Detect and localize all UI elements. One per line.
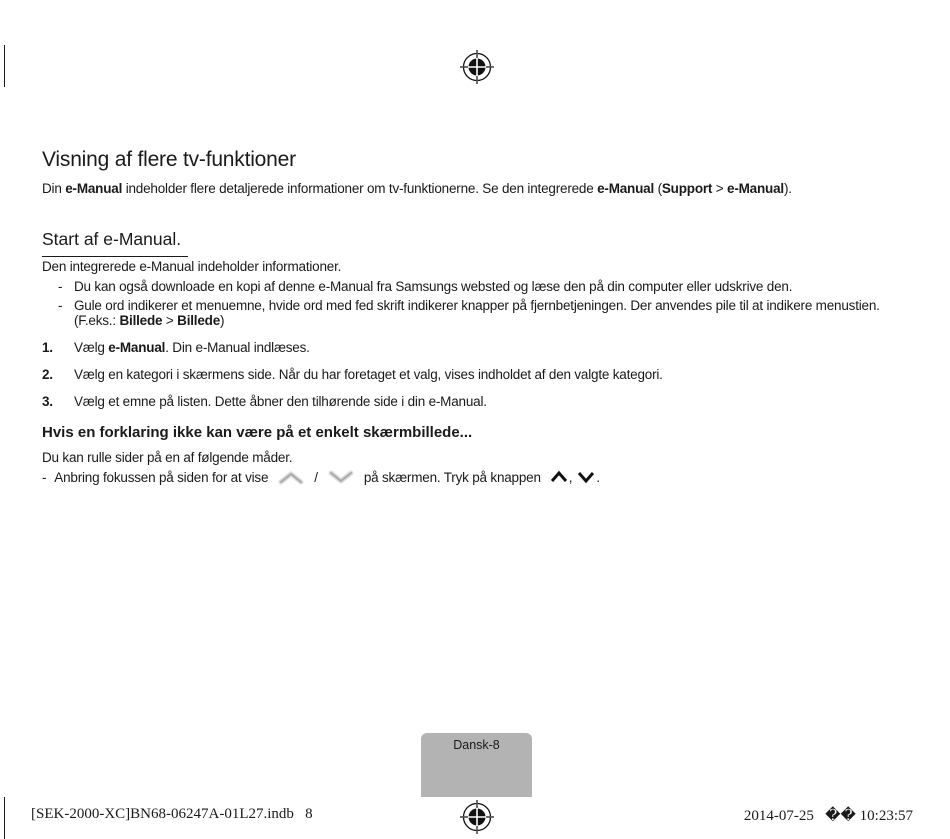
step-1: 1. Vælg e-Manual. Din e-Manual indlæses. bbox=[42, 340, 310, 355]
scroll-instruction: - Anbring fokussen på siden for at vise / på skærmen. Tryk på knappen , . bbox=[42, 469, 600, 485]
section-heading-underline bbox=[42, 256, 188, 257]
footer-datetime: 2014-07-25 �� 10:23:57 bbox=[743, 808, 913, 824]
crop-line-top-left bbox=[4, 45, 5, 87]
page-number-label: Dansk-8 bbox=[453, 738, 500, 752]
registration-mark-bottom-icon bbox=[460, 800, 494, 834]
intro-paragraph: Din e-Manual indeholder flere detaljerede informationer om tv-funktionerne. Se den integrerede e-Manual (Support > e-Manual). bbox=[42, 181, 792, 196]
page-number-tab bbox=[421, 733, 532, 797]
crop-line-bottom-left bbox=[4, 797, 5, 839]
chevron-down-icon bbox=[576, 469, 596, 485]
footer-file-info: [SEK-2000-XC]BN68-06247A-01L27.indb 8 bbox=[31, 806, 313, 822]
registration-mark-top-icon bbox=[460, 50, 494, 84]
page-title: Visning af flere tv-funktioner bbox=[42, 148, 296, 171]
chevron-up-icon bbox=[549, 469, 569, 485]
chevron-up-soft-icon bbox=[276, 468, 306, 486]
section-heading: Start af e-Manual. bbox=[42, 229, 182, 249]
step-2: 2. Vælg en kategori i skærmens side. Når du har foretaget et valg, vises indholdet af den valgte kategori. bbox=[42, 367, 663, 382]
section-description: Den integrerede e-Manual indeholder informationer. bbox=[42, 259, 342, 274]
scroll-description: Du kan rulle sider på en af følgende måder. bbox=[42, 450, 293, 465]
note-download: - Du kan også downloade en kopi af denne e-Manual fra Samsungs websted og læse den på din computer eller udskrive den. bbox=[58, 279, 793, 294]
chevron-down-soft-icon bbox=[326, 468, 356, 486]
note-colors: - Gule ord indikerer et menuemne, hvide ord med fed skrift indikerer knapper på fjernbetjeningen. Der anvendes pile til at indikere menustien. (F.eks.: Billede > Billede) bbox=[58, 298, 880, 328]
scroll-heading: Hvis en forklaring ikke kan være på et enkelt skærmbillede... bbox=[42, 424, 473, 441]
step-3: 3. Vælg et emne på listen. Dette åbner den tilhørende side i din e-Manual. bbox=[42, 394, 487, 409]
